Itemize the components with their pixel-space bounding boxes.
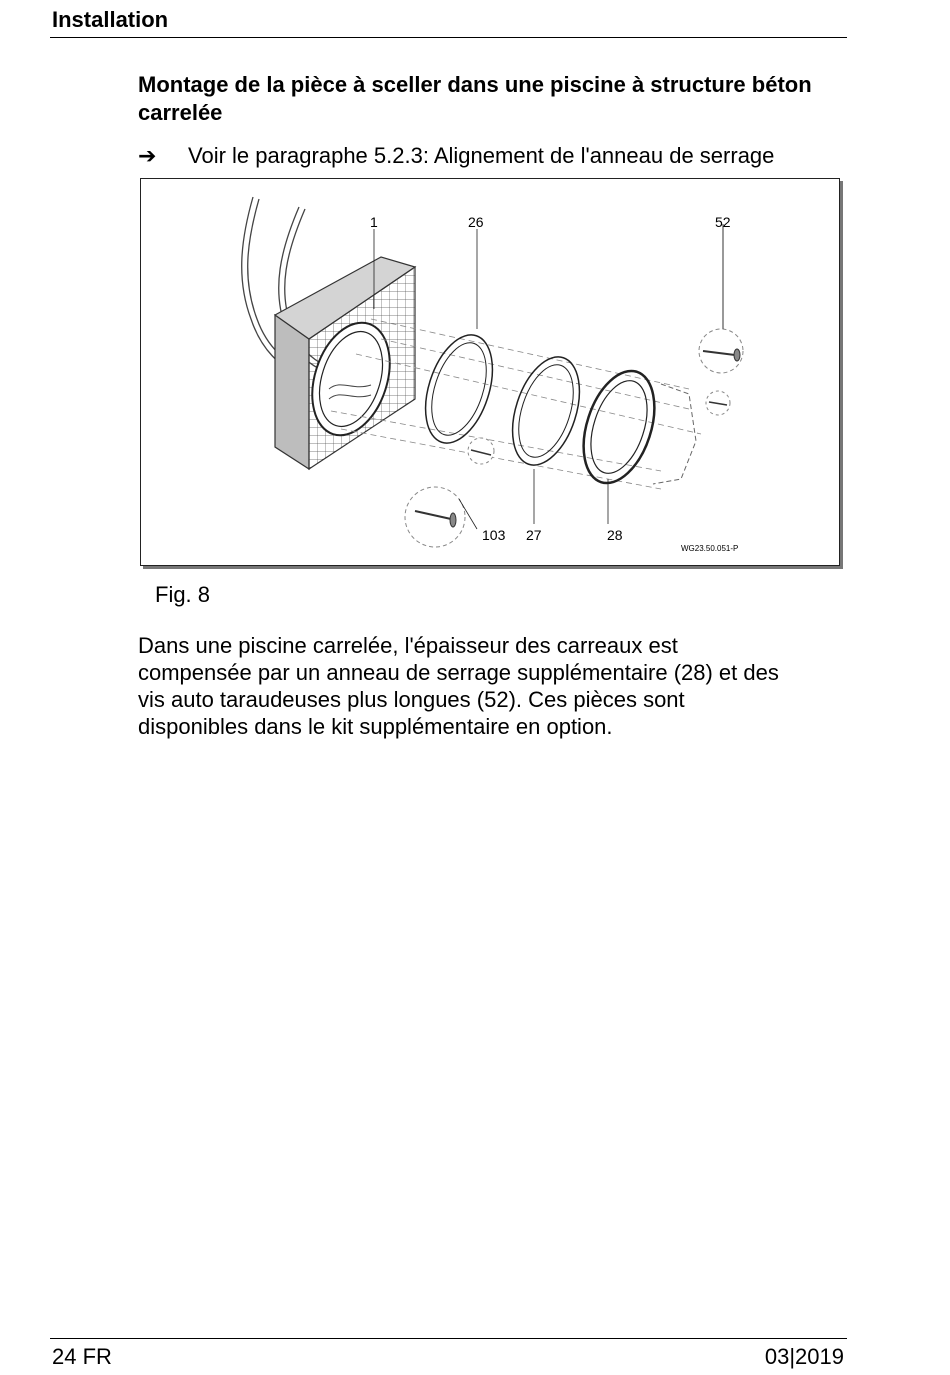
section-title: Installation [52, 7, 169, 32]
tiled-concrete-block [275, 257, 415, 469]
cross-reference-text: Voir le paragraphe 5.2.3: Alignement de l'anneau de serrage [188, 143, 775, 168]
screw-detail-52 [699, 224, 743, 415]
callout-28: 28 [607, 527, 623, 543]
publication-date: 03|2019 [764, 1344, 844, 1369]
callout-1: 1 [370, 214, 378, 230]
gasket-ring-27 [500, 348, 592, 473]
screw-detail-103 [405, 438, 494, 547]
clamping-ring-28 [571, 362, 668, 492]
figure-reference-code: WG23.50.051-P [681, 544, 739, 553]
lamp-housing-outline [653, 384, 696, 484]
cross-reference [138, 142, 858, 171]
callout-26: 26 [468, 214, 484, 230]
arrow-right-icon: ➔ [138, 144, 157, 169]
page-number: 24 FR [52, 1344, 112, 1369]
exploded-assembly-figure [140, 178, 840, 566]
callout-103: 103 [482, 527, 506, 543]
header-divider [50, 37, 847, 38]
callout-52: 52 [715, 214, 731, 230]
footer-divider [50, 1338, 847, 1339]
body-paragraph: Dans une piscine carrelée, l'épaisseur des carreaux est compensée par un anneau de serrage supplémentaire (28) et des vis auto taraudeuses plus longues (52). Ces pièces sont disponibles dans le kit supplémentaire en option. [138, 633, 779, 739]
figure-caption: Fig. 8 [155, 582, 211, 607]
page-heading: Montage de la pièce à sceller dans une piscine à structure béton carrelée [138, 72, 812, 125]
assembly-drawing [141, 179, 839, 565]
callout-27: 27 [526, 527, 542, 543]
